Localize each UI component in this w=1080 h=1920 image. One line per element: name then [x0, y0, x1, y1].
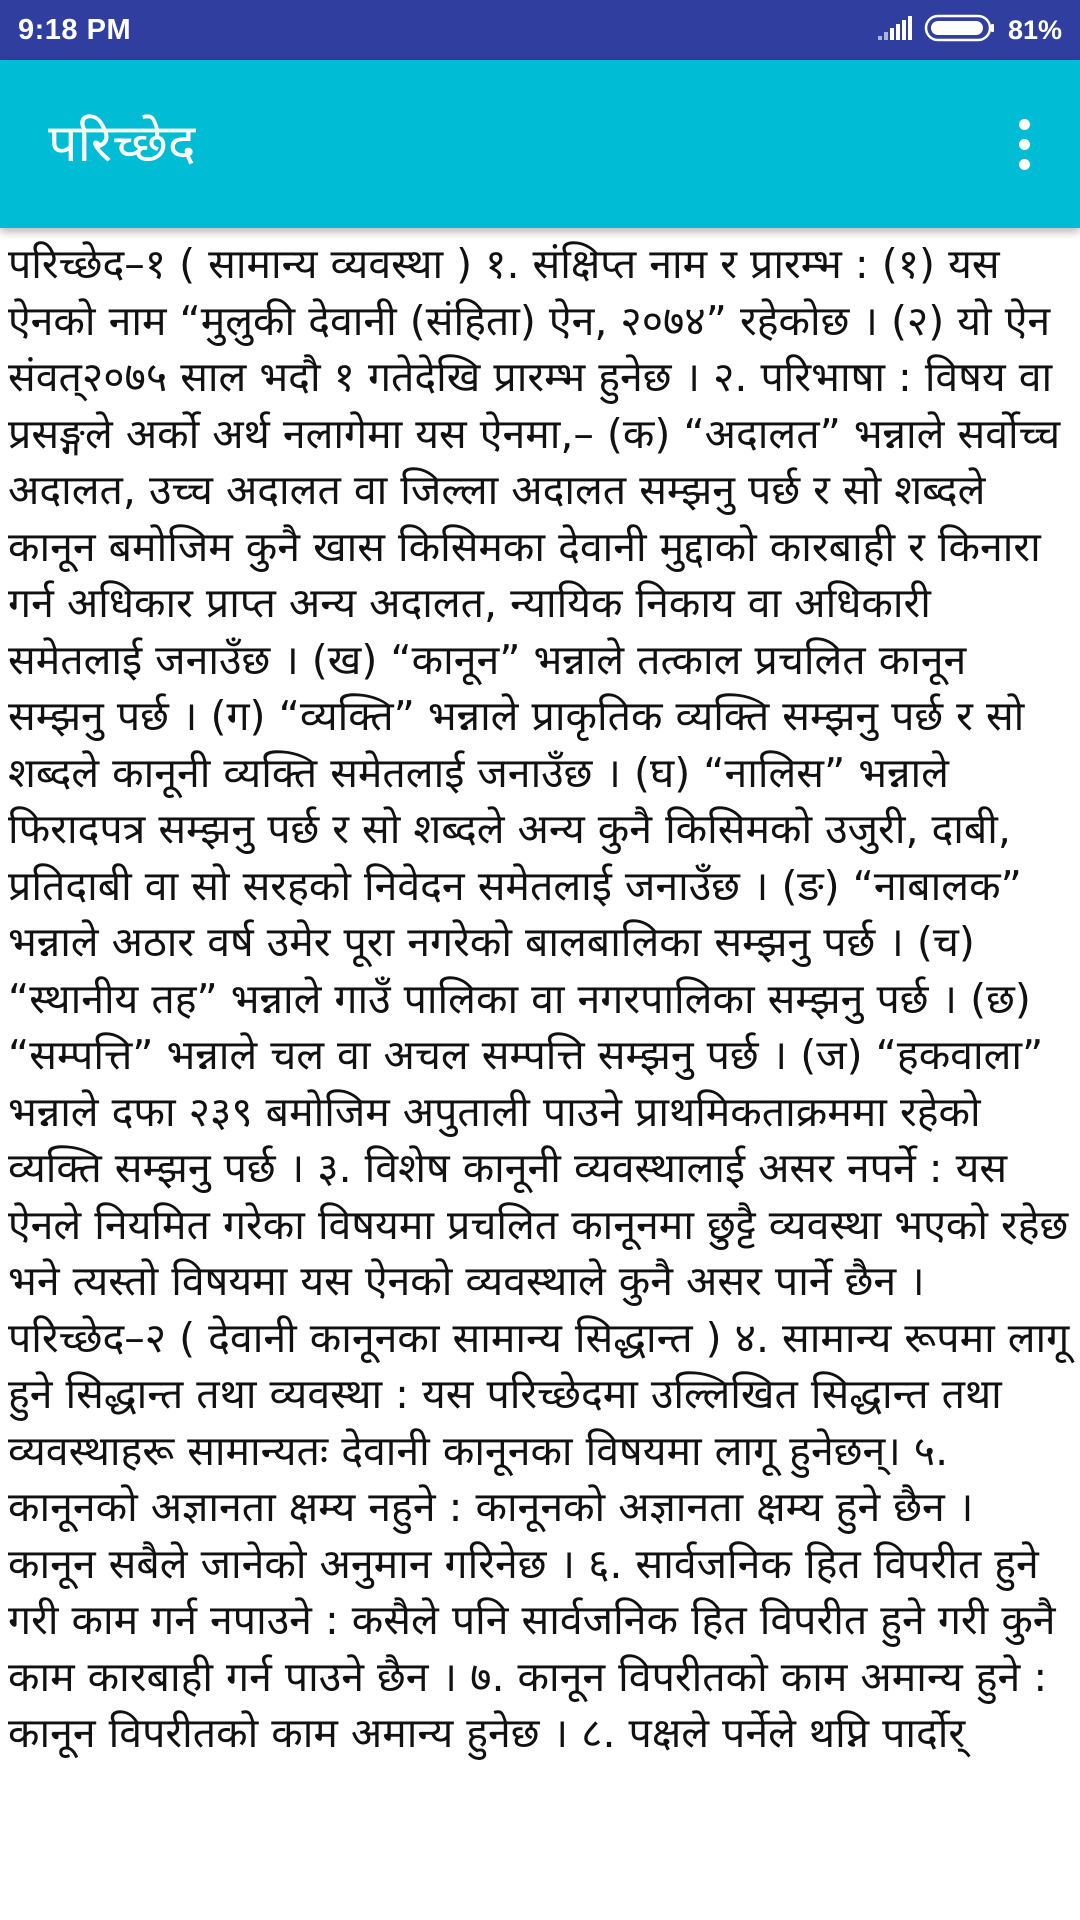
status-icons: [878, 14, 1062, 46]
battery-percentage: 81%: [1007, 14, 1062, 45]
chapter-body-text: परिच्छेद–१ ( सामान्य व्यवस्था ) १. संक्षिप्त नाम र प्रारम्भ : (१) यस ऐनको नाम “मुलुकी देवानी (संहिता) ऐन, २०७४” रहेकोछ । (२) यो ऐन संवत्२०७५ साल भदौ १ गतेदेखि प्रारम्भ हुनेछ । २. परिभाषा : विषय वा प्रसङ्गले अर्को अर्थ नलागेमा यस ऐनमा,– (क) “अदालत” भन्नाले सर्वोच्च अदालत, उच्च अदालत वा जिल्ला अदालत सम्झनु पर्छ र सो शब्दले कानून बमोजिम कुनै खास किसिमका देवानी मुद्दाको कारबाही र किनारा गर्न अधिकार प्राप्त अन्य अदालत, न्यायिक निकाय वा अधिकारी समेतलाई जनाउँछ । (ख) “कानून” भन्नाले तत्काल प्रचलित कानून सम्झनु पर्छ । (ग) “व्यक्ति” भन्नाले प्राकृतिक व्यक्ति सम्झनु पर्छ र सो शब्दले कानूनी व्यक्ति समेतलाई जनाउँछ । (घ) “नालिस” भन्नाले फिरादपत्र सम्झनु पर्छ र सो शब्दले अन्य कुनै किसिमको उजुरी, दाबी, प्रतिदाबी वा सो सरहको निवेदन समेतलाई जनाउँछ । (ङ) “नाबालक” भन्नाले अठार वर्ष उमेर पूरा नगरेको बालबालिका सम्झनु पर्छ । (च) “स्थानीय तह” भन्नाले गाउँ पालिका वा नगरपालिका सम्झनु पर्छ । (छ) “सम्पत्ति” भन्नाले चल वा अचल सम्पत्ति सम्झनु पर्छ । (ज) “हकवाला” भन्नाले दफा २३९ बमोजिम अपुताली पाउने प्राथमिकताक्रममा रहेको व्यक्ति सम्झनु पर्छ । ३. विशेष कानूनी व्यवस्थालाई असर नपर्ने : यस ऐनले नियमित गरेका विषयमा प्रचलित कानूनमा छुट्टै व्यवस्था भएको रहेछ भने त्यस्तो विषयमा यस ऐनको व्यवस्थाले कुनै असर पार्ने छैन । परिच्छेद–२ ( देवानी कानूनका सामान्य सिद्धान्त ) ४. सामान्य रूपमा लागू हुने सिद्धान्त तथा व्यवस्था : यस परिच्छेदमा उल्लिखित सिद्धान्त तथा व्यवस्थाहरू सामान्यतः देवानी कानूनका विषयमा लागू हुनेछन्। ५. कानूनको अज्ञानता क्षम्य नहुने : कानूनको अज्ञानता क्षम्य हुने छैन । कानून सबैले जानेको अनुमान गरिनेछ । ६. सार्वजनिक हित विपरीत हुने गरी काम गर्न नपाउने : कसैले पनि सार्वजनिक हित विपरीत हुने गरी कुनै काम कारबाही गर्न पाउने छैन । ७. कानून विपरीतको काम अमान्य हुने : कानून विपरीतको काम अमान्य हुनेछ । ८. पक्षले पर्नेले थप्नि पार्दोर्: [8, 240, 1070, 1757]
menu-dot: [1019, 119, 1030, 130]
signal-icon: [878, 16, 912, 44]
menu-dot: [1019, 159, 1030, 170]
content-scroll-area[interactable]: [0, 228, 1080, 1920]
battery-icon: [924, 14, 996, 46]
status-bar: [0, 0, 1080, 60]
app-bar: [0, 60, 1080, 228]
status-time: 9:18 PM: [18, 13, 132, 46]
menu-dot: [1019, 139, 1030, 150]
more-vert-icon[interactable]: [994, 104, 1054, 184]
page-title: परिच्छेद: [48, 114, 196, 174]
